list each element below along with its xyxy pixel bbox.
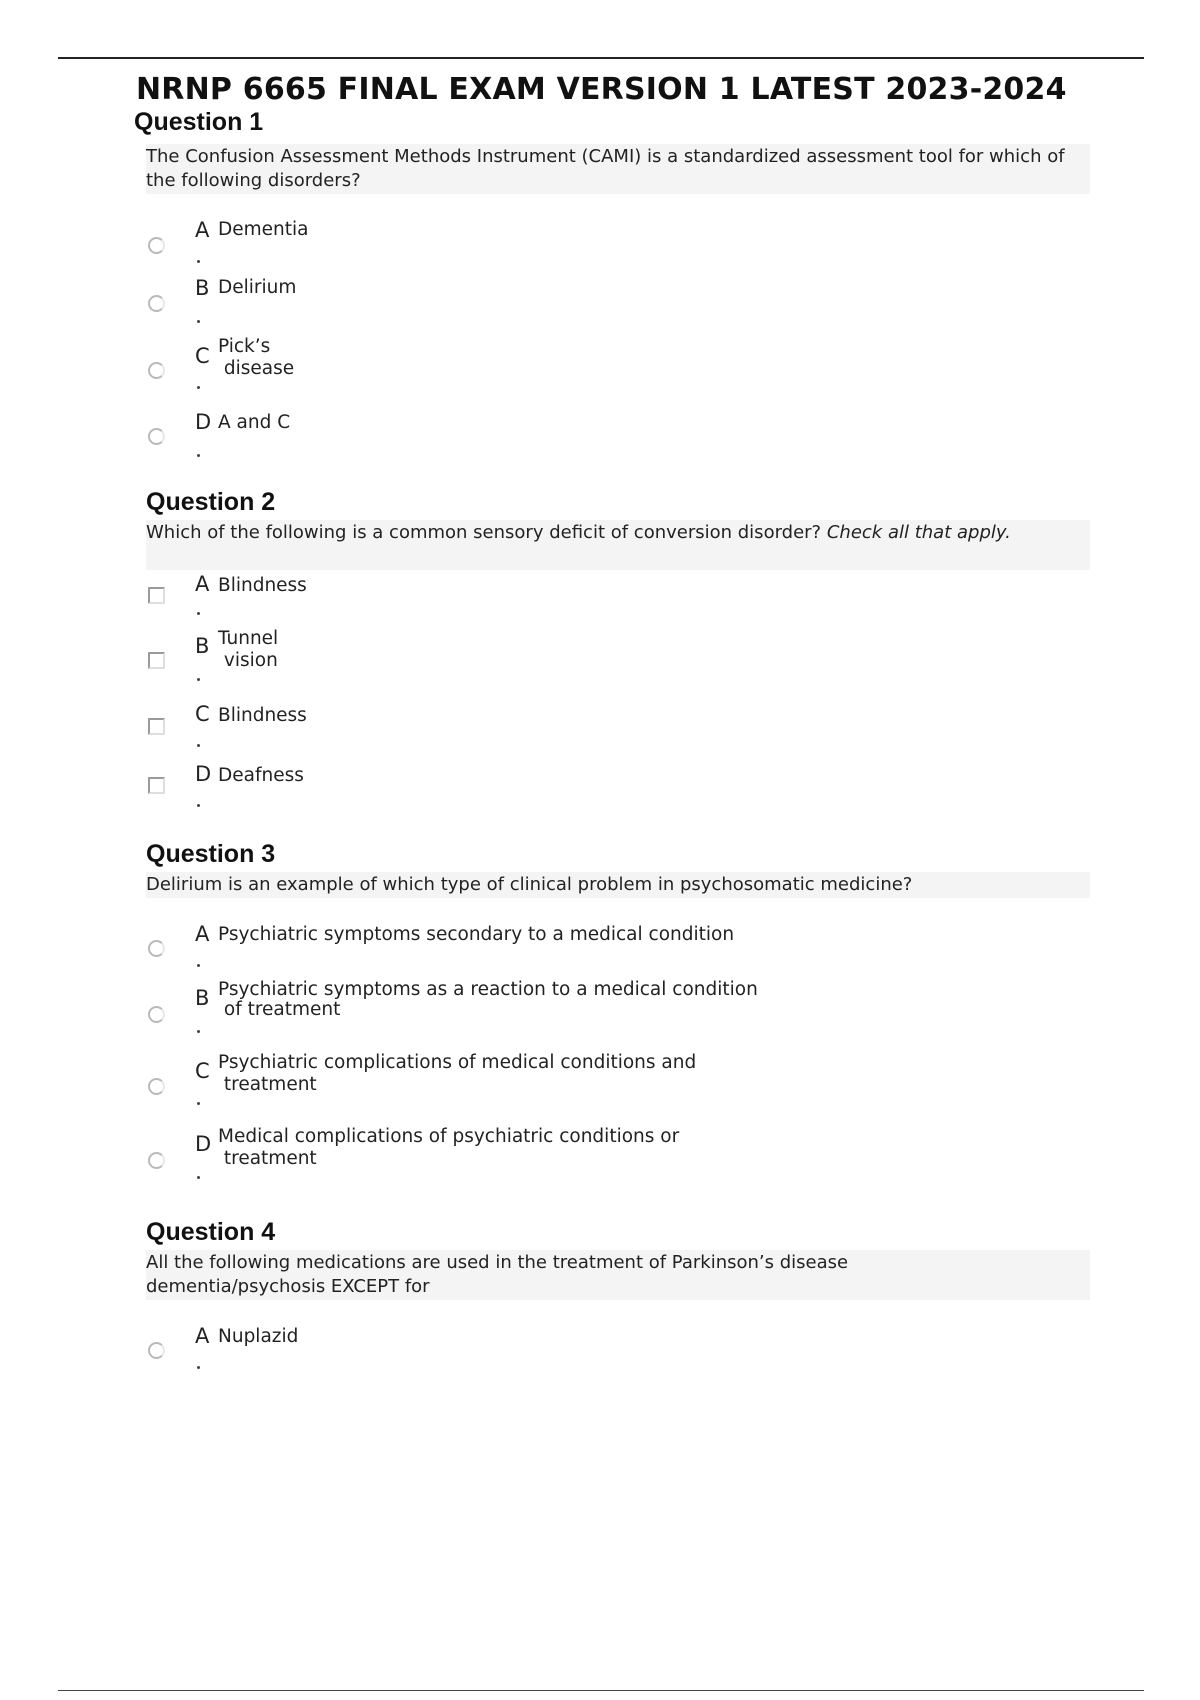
option-text: Delirium [218,277,297,298]
option-text: Nuplazid [218,1326,299,1347]
option-letter: A [195,1324,210,1348]
option-dot [197,454,200,457]
question-1-text [146,144,1090,194]
option-letter: A [195,572,210,596]
question-2-instruction: Check all that apply. [826,522,1011,543]
option-text: Psychiatric complications of medical conditions and treatment [218,1052,697,1095]
option-dot [197,804,200,807]
question-1-heading: Question 1 [134,108,264,136]
option-text: Pick’s disease [218,336,295,379]
option-letter: D [195,410,212,434]
option-letter: C [195,1059,210,1083]
question-3-text [146,872,1090,898]
top-rule [58,57,1144,59]
option-dot [197,678,200,681]
question-2-option-d[interactable] [0,762,1200,822]
option-dot [197,1366,200,1369]
checkbox[interactable] [148,587,165,604]
option-text: Psychiatric symptoms as a reaction to a medical condition of treatment [218,979,758,1020]
option-dot [197,964,200,967]
option-letter: B [195,634,210,658]
option-letter: A [195,922,210,946]
question-2-option-b[interactable] [0,628,1200,688]
option-text: A and C [218,412,291,433]
radio-button[interactable] [148,1342,165,1359]
option-text: Blindness [218,575,307,596]
question-3-option-b[interactable] [0,980,1200,1040]
option-dot [197,744,200,747]
question-4-prompt: All the following medications are used in the treatment of Parkinson’s disease dementia/psychosis EXCEPT for [146,1252,849,1297]
radio-button[interactable] [148,237,165,254]
radio-button[interactable] [148,295,165,312]
option-text: Tunnel vision [218,628,279,671]
question-4-option-a[interactable] [0,1324,1200,1384]
question-2-prompt: Which of the following is a common sensory deficit of conversion disorder? [146,522,822,543]
option-text: Dementia [218,219,309,240]
option-letter: A [195,218,210,242]
question-1-option-c[interactable] [0,336,1200,396]
option-letter: C [195,344,210,368]
question-3-option-c[interactable] [0,1052,1200,1112]
question-1-option-b[interactable] [0,272,1200,332]
option-dot [197,1176,200,1179]
page-title: NRNP 6665 FINAL EXAM VERSION 1 LATEST 2023-2024 [136,72,1067,107]
question-2-text [146,520,1090,570]
checkbox[interactable] [148,718,165,735]
option-dot [197,320,200,323]
question-1-option-d[interactable] [0,410,1200,470]
checkbox[interactable] [148,777,165,794]
question-4-heading: Question 4 [146,1218,276,1246]
question-2-option-c[interactable] [0,702,1200,762]
question-2-heading: Question 2 [146,488,276,516]
question-4-text [146,1250,1090,1300]
option-letter: C [195,702,210,726]
option-text: Deafness [218,765,304,786]
option-text: Psychiatric symptoms secondary to a medical condition [218,924,735,945]
radio-button[interactable] [148,428,165,445]
radio-button[interactable] [148,1078,165,1095]
radio-button[interactable] [148,940,165,957]
checkbox[interactable] [148,652,165,669]
question-3-prompt: Delirium is an example of which type of clinical problem in psychosomatic medicine? [146,874,913,895]
option-text: Medical complications of psychiatric conditions or treatment [218,1126,680,1169]
option-dot [197,260,200,263]
question-3-option-a[interactable] [0,922,1200,982]
bottom-rule [58,1690,1144,1691]
option-dot [197,386,200,389]
question-1-option-a[interactable] [0,214,1200,274]
question-2-option-a[interactable] [0,572,1200,632]
option-letter: B [195,276,210,300]
option-dot [197,1030,200,1033]
question-3-heading: Question 3 [146,840,276,868]
question-1-prompt: The Confusion Assessment Methods Instrument (CAMI) is a standardized assessment tool for which of the following disorders? [146,146,1071,191]
option-letter: B [195,986,210,1010]
radio-button[interactable] [148,1006,165,1023]
option-dot [197,1102,200,1105]
option-letter: D [195,762,212,786]
option-text: Blindness [218,705,307,726]
option-letter: D [195,1132,212,1156]
radio-button[interactable] [148,1152,165,1169]
radio-button[interactable] [148,362,165,379]
question-3-option-d[interactable] [0,1126,1200,1186]
option-dot [197,612,200,615]
